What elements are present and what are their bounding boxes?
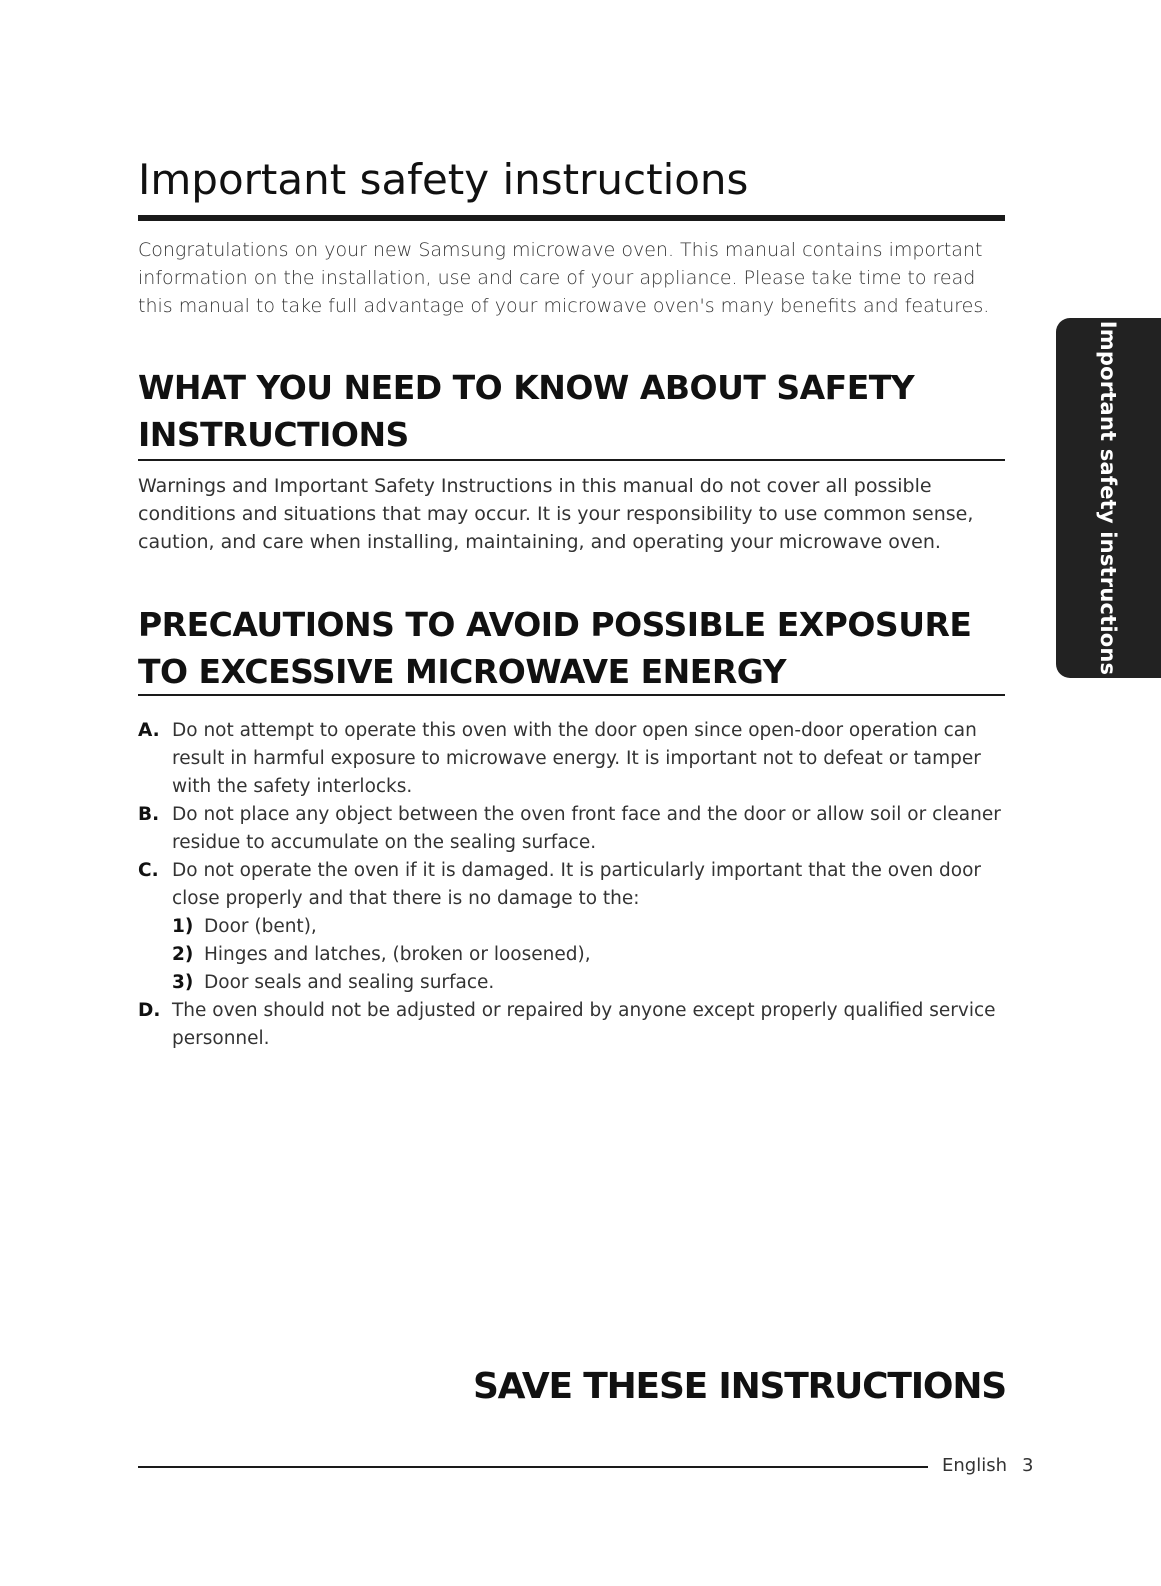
page-title: Important safety instructions — [138, 155, 749, 204]
sublist-item — [172, 969, 1018, 997]
sublist-item — [172, 941, 1018, 969]
save-instructions-heading: SAVE THESE INSTRUCTIONS — [472, 1366, 1006, 1407]
footer-rule — [138, 1466, 928, 1468]
list-item-text: Do not attempt to operate this oven with the door open since open-door operation can result in harmful exposure to microwave energy. It is important not to defeat or tamper with the safety interlocks. — [172, 720, 981, 797]
list-item-text: Do not place any object between the oven front face and the door or allow soil or cleaner residue to accumulate on the sealing surface. — [172, 804, 1001, 853]
section-body-safety-instructions: Warnings and Important Safety Instructions in this manual do not cover all possible conditions and situations that may occur. It is your responsibility to use common sense, caution, and care when installing, maintaining, and operating your microwave oven. — [138, 475, 974, 553]
page-number: 3 — [1022, 1455, 1034, 1476]
list-marker: A. — [138, 720, 160, 741]
list-item-body — [172, 857, 1018, 997]
precautions-list — [138, 717, 1018, 1053]
list-item — [138, 717, 1018, 801]
list-item-text: Do not operate the oven if it is damaged. It is particularly important that the oven door close properly and that there is no damage to the: — [172, 860, 982, 909]
side-tab — [1056, 318, 1161, 678]
list-marker: D. — [138, 1000, 161, 1021]
section-rule-precautions — [138, 694, 1005, 696]
sublist-item-text: Door seals and sealing surface. — [204, 972, 495, 993]
sublist-item-text: Door (bent), — [204, 916, 317, 937]
sublist-marker: 2) — [172, 944, 194, 965]
title-rule — [138, 215, 1005, 221]
intro-paragraph: Congratulations on your new Samsung microwave oven. This manual contains important information on the installation, use and care of your appliance. Please take time to read this manual to take full advantage of your microwave oven's many benefits and features. — [138, 239, 990, 317]
sublist-marker: 3) — [172, 972, 194, 993]
list-item — [138, 801, 1018, 857]
sublist-item-text: Hinges and latches, (broken or loosened), — [204, 944, 591, 965]
list-marker: B. — [138, 804, 160, 825]
section-heading-precautions: PRECAUTIONS TO AVOID POSSIBLE EXPOSURE TO EXCESSIVE MICROWAVE ENERGY — [138, 605, 972, 691]
section-rule-safety-instructions — [138, 459, 1005, 461]
side-tab-label: Important safety instructions — [1096, 320, 1120, 676]
damage-sublist — [172, 913, 1018, 997]
section-heading-safety-instructions: WHAT YOU NEED TO KNOW ABOUT SAFETY INSTRUCTIONS — [138, 368, 915, 454]
footer-language: English — [942, 1455, 1007, 1476]
sublist-marker: 1) — [172, 916, 194, 937]
list-item-text: The oven should not be adjusted or repaired by anyone except properly qualified service personnel. — [172, 1000, 996, 1049]
sublist-item — [172, 913, 1018, 941]
list-marker: C. — [138, 860, 159, 881]
list-item — [138, 857, 1018, 997]
list-item — [138, 997, 1018, 1053]
